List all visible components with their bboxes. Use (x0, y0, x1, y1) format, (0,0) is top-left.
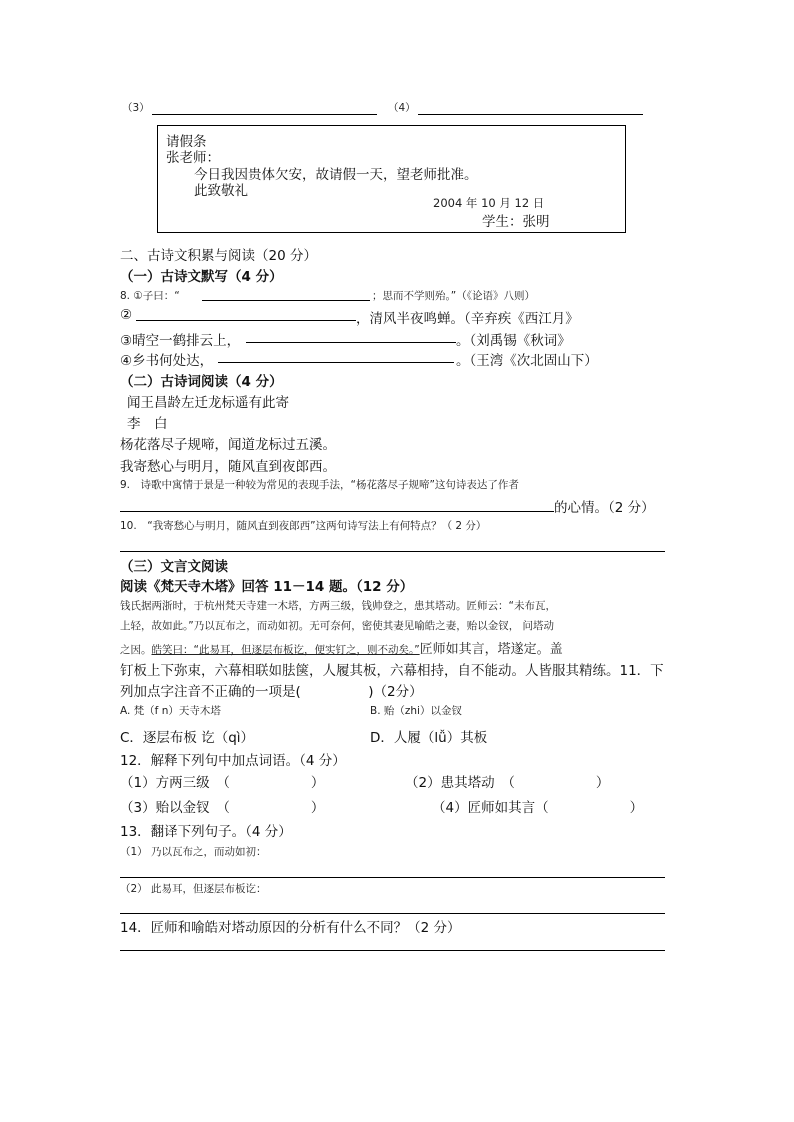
passage-line-3a: 之因。 (120, 644, 152, 656)
q8-b-suffix: ，清风半夜鸣蝉。（辛弃疾《西江月》 (356, 311, 579, 327)
passage-line-2: 上轻，故如此。”乃以瓦布之，而动如初。无可奈何，密使其妻见喻皓之妻，贻以金钗， 问塔动 (120, 620, 555, 632)
poem-line-1: 杨花落尽子规啼，闻道龙标过五溪。 (120, 437, 336, 453)
q14-answer-line[interactable] (120, 950, 665, 951)
q11-option-c[interactable]: C．逐层布板 讫（qì） (120, 730, 255, 746)
passage-line-1: 钱氏据两浙时，于杭州梵天寺建一木塔，方两三级，钱帅登之，患其塔动。匠师云：“未布瓦， (120, 600, 556, 612)
q13-1-answer-line[interactable] (120, 877, 665, 878)
q8-a-blank[interactable] (202, 300, 370, 301)
q9-blank[interactable] (120, 511, 554, 512)
q8-c-suffix: 。（刘禹锡《秋词》 (456, 333, 571, 349)
q12-text: 12．解释下列句中加点词语。（4 分） (120, 753, 346, 769)
q8-b-prefix: ② (120, 307, 133, 323)
part-1-heading: （一）古诗文默写（4 分） (120, 269, 283, 285)
answer-line-4[interactable] (418, 114, 643, 115)
leave-note-salutation: 张老师： (166, 150, 220, 166)
item-3-label: （3） (122, 102, 150, 114)
q13-1-text: （1） 乃以瓦布之，而动如初： (120, 846, 267, 858)
leave-note-date: 2004 年 10 月 12 日 (433, 196, 545, 210)
item-4-label: （4） (388, 102, 416, 114)
q12-item-3[interactable]: （3）贻以金钗 （ ） (120, 800, 325, 816)
passage-line-3c: 匠师如其言，塔遂定。盖 (419, 642, 563, 657)
leave-note-title: 请假条 (166, 134, 207, 150)
q10-text: 10. “我寄愁心与明月，随风直到夜郎西”这两句诗写法上有何特点？（ 2 分） (120, 520, 487, 532)
poem-line-2: 我寄愁心与明月，随风直到夜郎西。 (120, 459, 336, 475)
q12-item-2[interactable]: （2）患其塔动 （ ） (405, 775, 610, 791)
part-3-heading: （三）文言文阅读 (120, 559, 228, 575)
q12-item-4[interactable]: （4）匠师如其言（ ） (432, 800, 644, 816)
q8-d-blank[interactable] (218, 362, 454, 363)
q8-b-blank[interactable] (136, 320, 356, 321)
q11-option-b[interactable]: B. 贻（zhi）以金钗 (370, 705, 462, 717)
q9-end: 的心情。（2 分） (554, 500, 655, 516)
q8-a-prefix: 8. ①子曰：“ (120, 290, 180, 302)
section-2-heading: 二、古诗文积累与阅读（20 分） (120, 248, 317, 264)
leave-note-body: 今日我因贵体欠安，故请假一天，望老师批准。 (194, 167, 478, 183)
passage-underlined-quote: 皓笑曰：“此易耳，但逐层布板讫，便实钉之，则不动矣。” (151, 644, 420, 656)
q8-d-prefix: ④乡书何处达， (120, 353, 214, 369)
q11-option-a[interactable]: A. 梵（f n）天寺木塔 (120, 705, 221, 717)
poem-title: 闻王昌龄左迁龙标遥有此寄 (127, 395, 289, 411)
answer-line-3[interactable] (152, 114, 377, 115)
leave-note-closing: 此致敬礼 (194, 183, 248, 199)
q8-d-suffix: 。（王湾《次北固山下） (456, 353, 598, 369)
passage-line-3 (120, 638, 563, 657)
leave-note-signature: 学生：张明 (482, 214, 550, 230)
q14-text: 14．匠师和喻皓对塔动原因的分析有什么不同？（2 分） (120, 920, 461, 936)
q8-c-prefix: ③晴空一鹤排云上， (120, 333, 241, 349)
q8-c-blank[interactable] (246, 342, 456, 343)
q13-2-answer-line[interactable] (120, 913, 665, 914)
passage-line-4: 钉板上下弥束，六幕相联如胠箧，人履其板，六幕相持，自不能动。人皆服其精练。11．下 (120, 663, 664, 679)
part-2-heading: （二）古诗词阅读（4 分） (120, 374, 283, 390)
passage-line-5: 列加点字注音不正确的一项是( )（2分） (120, 684, 423, 700)
q9-text: 9. 诗歌中寓情于景是一种较为常见的表现手法，“杨花落尽子规啼”这句诗表达了作者 (120, 479, 519, 491)
q12-item-1[interactable]: （1）方两三级 （ ） (120, 775, 325, 791)
q11-option-d[interactable]: D．人履（lǚ）其板 (370, 730, 488, 746)
q8-a-suffix: ；思而不学则殆。”（《论语》八则） (372, 290, 535, 302)
q13-2-text: （2） 此易耳，但逐层布板讫： (120, 883, 267, 895)
part-3-instruction: 阅读《梵天寺木塔》回答 11－14 题。（12 分） (120, 579, 414, 595)
q13-text: 13．翻译下列句子。（4 分） (120, 824, 292, 840)
poem-author: 李 白 (127, 416, 168, 432)
q10-answer-line[interactable] (120, 551, 665, 552)
